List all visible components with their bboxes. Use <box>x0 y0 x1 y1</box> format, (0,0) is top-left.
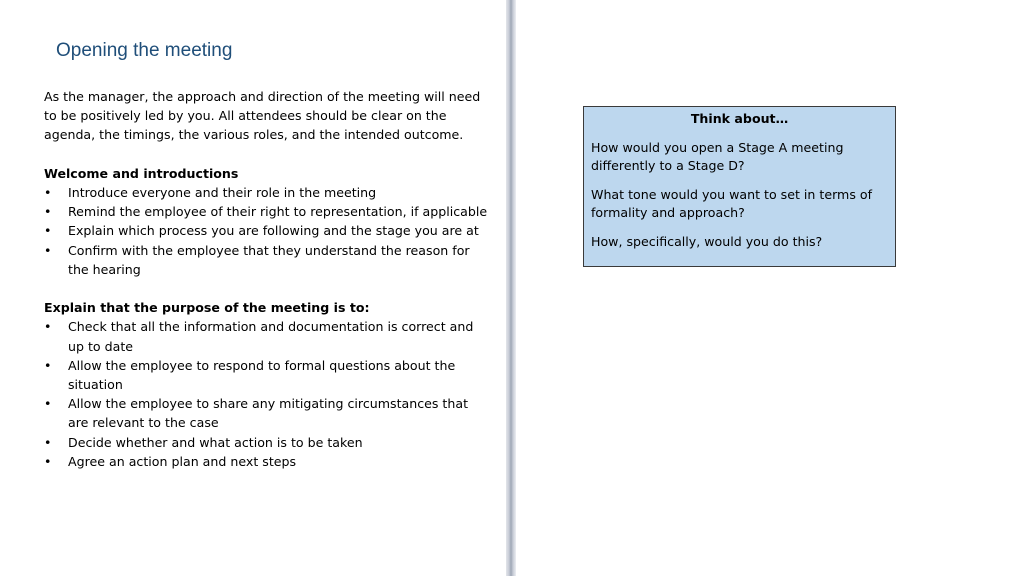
list-item <box>44 183 490 202</box>
list-item-text: Remind the employee of their right to representation, if applicable <box>68 204 488 220</box>
list-item-text: Decide whether and what action is to be taken <box>68 434 363 450</box>
think-about-question: What tone would you want to set in terms of formality and approach? <box>591 187 873 220</box>
bullet-icon: • <box>44 319 52 335</box>
bullet-icon: • <box>44 242 52 258</box>
list-item-text: Check that all the information and documentation is correct and up to date <box>68 319 474 354</box>
bullet-icon: • <box>44 396 52 412</box>
list-item-text: Explain which process you are following and the stage you are at <box>68 223 479 239</box>
list-item-text: Allow the employee to respond to formal questions about the situation <box>68 357 456 393</box>
list-item-text: Introduce everyone and their role in the meeting <box>68 185 377 200</box>
list-item <box>44 221 490 240</box>
list-item-text: Confirm with the employee that they understand the reason for the hearing <box>68 242 470 277</box>
right-panel <box>516 0 1024 576</box>
list-item <box>44 241 490 279</box>
list-item <box>44 202 490 221</box>
list-item <box>44 317 490 355</box>
list-item <box>44 452 490 471</box>
think-about-heading: Think about… <box>690 111 789 126</box>
think-about-question: How, specifically, would you do this? <box>591 234 823 249</box>
list-item <box>44 356 490 394</box>
bullet-icon: • <box>44 204 52 220</box>
page-title: Opening the meeting <box>56 40 233 61</box>
left-panel <box>0 0 506 576</box>
list-item-text: Agree an action plan and next steps <box>68 453 297 469</box>
think-about-question: How would you open a Stage A meeting differently to a Stage D? <box>591 140 844 173</box>
section-heading: Welcome and introductions <box>44 165 239 181</box>
body-text <box>44 87 490 471</box>
section-heading: Explain that the purpose of the meeting is to: <box>44 300 370 316</box>
think-about-box <box>583 106 896 267</box>
bullet-list <box>44 317 490 471</box>
list-item <box>44 394 490 432</box>
bullet-icon: • <box>44 185 52 200</box>
bullet-icon: • <box>44 223 52 239</box>
intro-paragraph: As the manager, the approach and direction of the meeting will need to be positively led by you. All attendees should be clear on the agenda, the timings, the various roles, and the intended outcome. <box>44 89 481 143</box>
bullet-list <box>44 183 490 279</box>
list-item <box>44 433 490 452</box>
section-purpose <box>44 298 490 471</box>
bullet-icon: • <box>44 357 52 373</box>
page-divider <box>506 0 516 576</box>
section-welcome <box>44 164 490 279</box>
bullet-icon: • <box>44 453 52 469</box>
bullet-icon: • <box>44 434 52 450</box>
list-item-text: Allow the employee to share any mitigating circumstances that are relevant to the case <box>68 396 469 431</box>
